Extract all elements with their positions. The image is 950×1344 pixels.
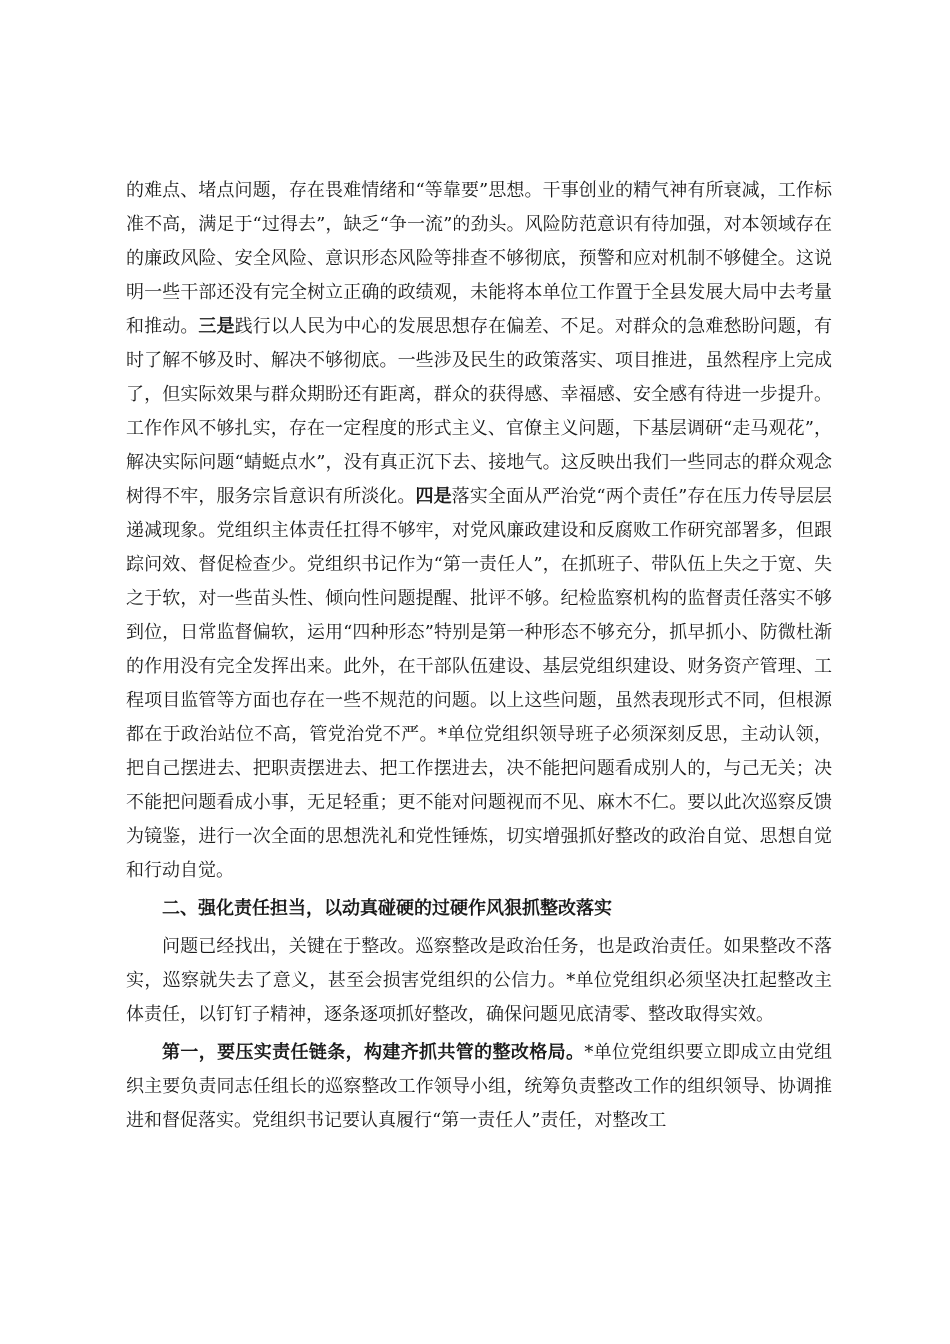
section-heading-2: 二、强化责任担当，以动真碰硬的过硬作风狠抓整改落实	[162, 898, 612, 919]
document-page	[126, 174, 832, 1138]
paragraph-text: *单位党组织要立即成立由党组织主要负责同志任组长的巡察整改工作领导小组，统筹负责整改工作的组织领导、协调推进和督促落实。党组织书记要认真履行“第一责任人”责任，对整改工	[126, 1042, 833, 1131]
paragraph-first-point	[126, 1036, 832, 1138]
paragraph-problems	[126, 174, 832, 888]
paragraph-text: 落实全面从严治党“两个责任”存在压力传导层层递减现象。党组织主体责任扛得不够牢，对党风廉政建设和反腐败工作研究部署多，但跟踪问效、督促检查少。党组织书记作为“第一责任人”，在抓班子、带队伍上失之于宽、失之于软，对一些苗头性、倾向性问题提醒、批评不够。纪检监察机构的监督责任落实不够到位，日常监督偏软，运用“四种形态”特别是第一种形态不够充分，抓早抓小、防微杜渐的作用没有完全发挥出来。此外，在干部队伍建设、基层党组织建设、财务资产管理、工程项目监管等方面也存在一些不规范的问题。以上这些问题，虽然表现形式不同，但根源都在于政治站位不高，管党治党不严。*单位党组织领导班子必须深刻反思，主动认领，把自己摆进去、把职责摆进去、把工作摆进去，决不能把问题看成别人的，与己无关；决不能把问题看成小事，无足轻重；更不能对问题视而不见、麻木不仁。要以此次巡察反馈为镜鉴，进行一次全面的思想洗礼和党性锤炼，切实增强抓好整改的政治自觉、思想自觉和行动自觉。	[126, 486, 833, 881]
paragraph-rectification-intro: 问题已经找出，关键在于整改。巡察整改是政治任务，也是政治责任。如果整改不落实，巡察就失去了意义，甚至会损害党组织的公信力。*单位党组织必须坚决扛起整改主体责任，以钉钉子精神，逐条逐项抓好整改，确保问题见底清零、整改取得实效。	[126, 936, 832, 1025]
paragraph-text: 的难点、堵点问题，存在畏难情绪和“等靠要”思想。干事创业的精气神有所衰减，工作标准不高，满足于“过得去”，缺乏“争一流”的劲头。风险防范意识有待加强，对本领域存在的廉政风险、安全风险、意识形态风险等排查不够彻底，预警和应对机制不够健全。这说明一些干部还没有完全树立正确的政绩观，未能将本单位工作置于全县发展大局中去考量和推动。	[126, 180, 832, 337]
paragraph-text: 践行以人民为中心的发展思想存在偏差、不足。对群众的急难愁盼问题，有时了解不够及时、解决不够彻底。一些涉及民生的政策落实、项目推进，虽然程序上完成了，但实际效果与群众期盼还有距离，群众的获得感、幸福感、安全感有待进一步提升。工作作风不够扎实，存在一定程度的形式主义、官僚主义问题，下基层调研“走马观花”，解决实际问题“蜻蜓点水”，没有真正沉下去、接地气。这反映出我们一些同志的群众观念树得不牢，服务宗旨意识有所淡化。	[126, 316, 833, 507]
bold-marker-three: 三是	[198, 316, 235, 337]
first-point-lead: 第一，要压实责任链条，构建齐抓共管的整改格局。	[162, 1042, 585, 1063]
bold-marker-four: 四是	[415, 486, 452, 507]
